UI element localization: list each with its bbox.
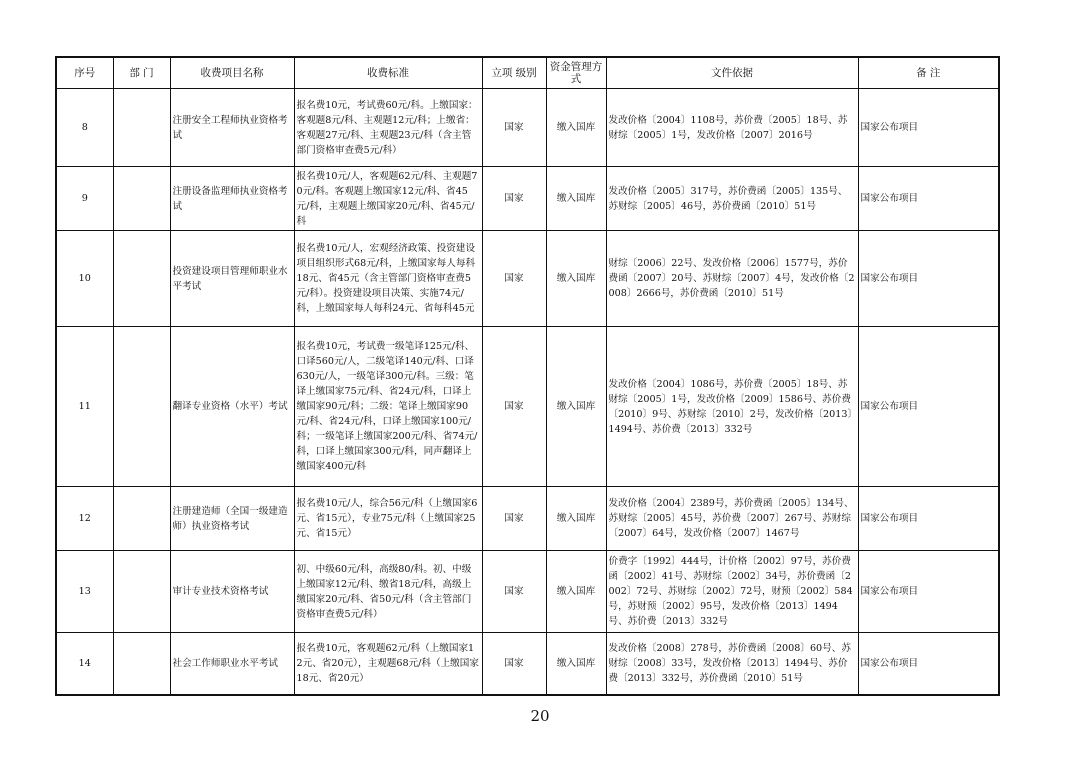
row-fee-item-name: 社会工作师职业水平考试 [170,633,294,695]
row-dept [113,551,170,633]
row-fee-standard: 报名费10元，考试费60元/科。上缴国家：客观题8元/科、主观题12元/科；上缴省：客观题27元/科、主观题23元/科（含主管部门资格审查费5元/科） [294,89,482,167]
row-document-basis: 发改价格〔2004〕1108号，苏价费〔2005〕18号、苏财综〔2005〕1号，发改价格〔2007〕2016号 [606,89,858,167]
row-level: 国家 [482,167,546,231]
table-row [56,89,999,167]
row-dept [113,327,170,487]
row-fund-management: 缴入国库 [546,89,606,167]
row-no: 11 [56,327,113,487]
row-fee-item-name: 注册设备监理师执业资格考试 [170,167,294,231]
row-no: 9 [56,167,113,231]
row-document-basis: 发改价格〔2004〕1086号，苏价费〔2005〕18号、苏财综〔2005〕1号，发改价格〔2009〕1586号、苏价费〔2010〕9号、苏财综〔2010〕2号，发改价格〔2013〕1494号、苏价费〔2013〕332号 [606,327,858,487]
row-level: 国家 [482,231,546,327]
row-dept [113,231,170,327]
row-note: 国家公布项目 [858,231,999,327]
row-no: 8 [56,89,113,167]
row-note: 国家公布项目 [858,327,999,487]
row-fund-management: 缴入国库 [546,487,606,551]
table-row [56,167,999,231]
row-fee-item-name: 投资建设项目管理师职业水平考试 [170,231,294,327]
fee-table [55,56,1000,696]
row-fee-item-name: 注册安全工程师执业资格考试 [170,89,294,167]
row-fee-item-name: 注册建造师（全国一级建造师）执业资格考试 [170,487,294,551]
row-fund-management: 缴入国库 [546,633,606,695]
row-fee-standard: 报名费10元/人，客观题62元/科、主观题70元/科。客观题上缴国家12元/科、省45元/科，主观题上缴国家20元/科、省45元/科 [294,167,482,231]
header-cell-note: 备 注 [858,57,999,89]
row-fee-standard: 报名费10元，考试费一级笔译125元/科、口译560元/人，二级笔译140元/科、口译630元/人，一级笔译300元/科。三级：笔译上缴国家75元/科、省24元/科，口译上缴国家90元/科；二级：笔译上缴国家90元/科、省24元/科，口译上缴国家100元/科；一级笔译上缴国家200元/科、省74元/科，口译上缴国家300元/科，同声翻译上缴国家400元/科 [294,327,482,487]
row-fund-management: 缴入国库 [546,551,606,633]
row-dept [113,167,170,231]
row-fund-management: 缴入国库 [546,167,606,231]
table-row [56,327,999,487]
header-cell-no: 序号 [56,57,113,89]
table-row [56,487,999,551]
row-fee-standard: 初、中级60元/科，高级80/科。初、中级上缴国家12元/科、缴省18元/科，高级上缴国家20元/科、省50元/科（含主管部门资格审查费5元/科） [294,551,482,633]
header-row [56,57,999,89]
table-row [56,231,999,327]
row-fee-standard: 报名费10元/人，综合56元/科（上缴国家6元、省15元），专业75元/科（上缴国家25元、省15元） [294,487,482,551]
header-cell-fund: 资金管理方式 [546,57,606,89]
row-fund-management: 缴入国库 [546,327,606,487]
row-note: 国家公布项目 [858,633,999,695]
page-number: 20 [530,707,550,725]
header-cell-basis: 文件依据 [606,57,858,89]
row-level: 国家 [482,551,546,633]
row-note: 国家公布项目 [858,89,999,167]
row-dept [113,487,170,551]
row-dept [113,633,170,695]
row-fee-item-name: 审计专业技术资格考试 [170,551,294,633]
row-fund-management: 缴入国库 [546,231,606,327]
row-note: 国家公布项目 [858,487,999,551]
table-row [56,551,999,633]
row-level: 国家 [482,633,546,695]
row-dept [113,89,170,167]
row-document-basis: 发改价格〔2005〕317号，苏价费函〔2005〕135号、苏财综〔2005〕46号，苏价费函〔2010〕51号 [606,167,858,231]
row-level: 国家 [482,327,546,487]
row-fee-standard: 报名费10元，客观题62元/科（上缴国家12元、省20元），主观题68元/科（上缴国家18元、省20元） [294,633,482,695]
row-no: 10 [56,231,113,327]
row-level: 国家 [482,487,546,551]
row-note: 国家公布项目 [858,167,999,231]
table-row [56,633,999,695]
row-level: 国家 [482,89,546,167]
row-no: 13 [56,551,113,633]
row-document-basis: 财综〔2006〕22号、发改价格〔2006〕1577号，苏价费函〔2007〕20号、苏财综〔2007〕4号，发改价格〔2008〕2666号，苏价费函〔2010〕51号 [606,231,858,327]
row-note: 国家公布项目 [858,551,999,633]
header-cell-dept: 部 门 [113,57,170,89]
row-document-basis: 发改价格〔2004〕2389号，苏价费函〔2005〕134号、苏财综〔2005〕45号，苏价费〔2007〕267号、苏财综〔2007〕64号，发改价格〔2007〕1467号 [606,487,858,551]
row-document-basis: 发改价格〔2008〕278号，苏价费函〔2008〕60号、苏财综〔2008〕33号，发改价格〔2013〕1494号、苏价费〔2013〕332号，苏价费函〔2010〕51号 [606,633,858,695]
row-document-basis: 价费字〔1992〕444号，计价格〔2002〕97号，苏价费函〔2002〕41号、苏财综〔2002〕34号，苏价费函〔2002〕72号、苏财综〔2002〕72号，财预〔2002〕584号，苏财预〔2002〕95号，发改价格〔2013〕1494号、苏价费〔2013〕332号 [606,551,858,633]
header-cell-standard: 收费标准 [294,57,482,89]
row-no: 12 [56,487,113,551]
row-fee-standard: 报名费10元/人，宏观经济政策、投资建设项目组织形式68元/科，上缴国家每人每科18元、省45元（含主管部门资格审查费5元/科）。投资建设项目决策、实施74元/科，上缴国家每人每科24元、省每科45元 [294,231,482,327]
row-fee-item-name: 翻译专业资格（水平）考试 [170,327,294,487]
row-no: 14 [56,633,113,695]
header-cell-name: 收费项目名称 [170,57,294,89]
header-cell-level: 立项 级别 [482,57,546,89]
